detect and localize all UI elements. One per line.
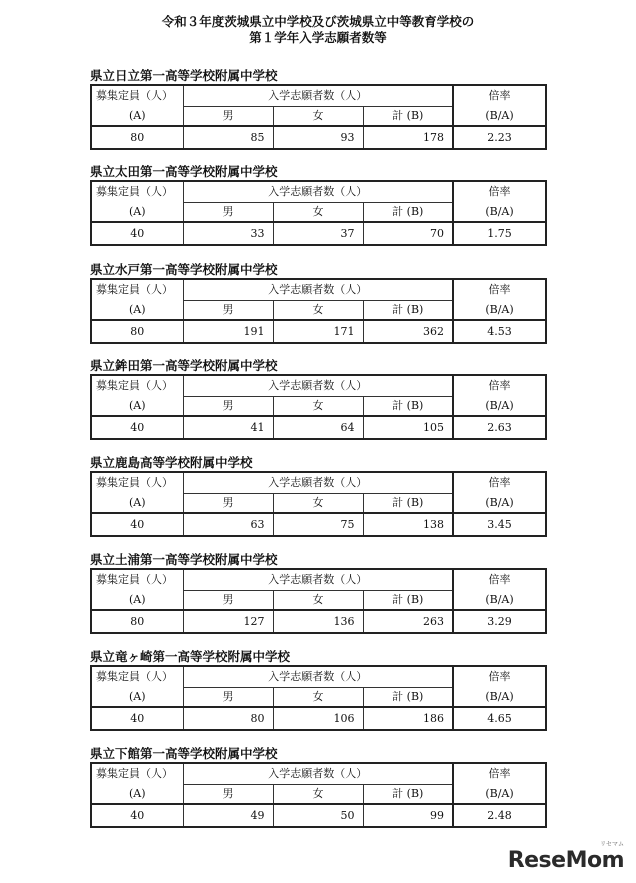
- capacity-value: 40: [91, 222, 183, 245]
- header-row: [91, 85, 546, 107]
- school-section: [90, 67, 545, 150]
- table-row: [91, 513, 546, 536]
- table-row: [91, 222, 546, 245]
- total-value: 263: [363, 610, 453, 633]
- ratio-header: 倍率: [453, 569, 546, 591]
- total-header: 計 (B): [363, 203, 453, 223]
- ratio-code: (B/A): [453, 397, 546, 417]
- female-value: 93: [273, 126, 363, 149]
- male-value: 49: [183, 804, 273, 827]
- male-value: 80: [183, 707, 273, 730]
- female-value: 136: [273, 610, 363, 633]
- ratio-code: (B/A): [453, 301, 546, 321]
- school-name: 県立竜ヶ崎第一高等学校附属中学校: [90, 649, 291, 664]
- applicant-table: [90, 374, 547, 440]
- school-section: [90, 261, 545, 344]
- male-header: 男: [183, 785, 273, 805]
- logo-text: ReseMom: [507, 848, 624, 873]
- applicant-table: [90, 665, 547, 731]
- ratio-value: 2.63: [453, 416, 546, 439]
- ratio-value: 2.48: [453, 804, 546, 827]
- ratio-code: (B/A): [453, 688, 546, 708]
- ratio-code: (B/A): [453, 107, 546, 127]
- male-header: 男: [183, 494, 273, 514]
- female-header: 女: [273, 494, 363, 514]
- capacity-header: 募集定員（人）: [91, 763, 183, 785]
- female-header: 女: [273, 203, 363, 223]
- total-header: 計 (B): [363, 785, 453, 805]
- capacity-header: 募集定員（人）: [91, 569, 183, 591]
- subheader-row: [91, 203, 546, 223]
- school-name: 県立下館第一高等学校附属中学校: [90, 746, 278, 761]
- table-row: [91, 804, 546, 827]
- female-header: 女: [273, 397, 363, 417]
- subheader-row: [91, 688, 546, 708]
- female-value: 171: [273, 320, 363, 343]
- ratio-header: 倍率: [453, 279, 546, 301]
- subheader-row: [91, 494, 546, 514]
- capacity-value: 40: [91, 416, 183, 439]
- school-section: [90, 454, 545, 537]
- capacity-header: 募集定員（人）: [91, 181, 183, 203]
- applicant-table: [90, 471, 547, 537]
- total-header: 計 (B): [363, 591, 453, 611]
- capacity-code: (A): [91, 397, 183, 417]
- female-value: 37: [273, 222, 363, 245]
- female-header: 女: [273, 591, 363, 611]
- female-header: 女: [273, 107, 363, 127]
- school-name: 県立鹿島高等学校附属中学校: [90, 455, 253, 470]
- total-value: 178: [363, 126, 453, 149]
- subheader-row: [91, 107, 546, 127]
- female-value: 50: [273, 804, 363, 827]
- male-value: 191: [183, 320, 273, 343]
- total-value: 186: [363, 707, 453, 730]
- header-row: [91, 472, 546, 494]
- applicants-header: 入学志願者数（人）: [183, 763, 453, 785]
- capacity-value: 40: [91, 513, 183, 536]
- male-value: 33: [183, 222, 273, 245]
- ratio-header: 倍率: [453, 666, 546, 688]
- table-row: [91, 610, 546, 633]
- female-header: 女: [273, 301, 363, 321]
- capacity-code: (A): [91, 203, 183, 223]
- title-line-2: 第１学年入学志願者数等: [249, 30, 387, 45]
- male-header: 男: [183, 591, 273, 611]
- total-header: 計 (B): [363, 494, 453, 514]
- total-header: 計 (B): [363, 688, 453, 708]
- ratio-value: 2.23: [453, 126, 546, 149]
- total-header: 計 (B): [363, 301, 453, 321]
- male-header: 男: [183, 107, 273, 127]
- total-value: 70: [363, 222, 453, 245]
- applicants-header: 入学志願者数（人）: [183, 472, 453, 494]
- total-value: 99: [363, 804, 453, 827]
- total-value: 362: [363, 320, 453, 343]
- female-value: 75: [273, 513, 363, 536]
- capacity-header: 募集定員（人）: [91, 472, 183, 494]
- applicant-table: [90, 278, 547, 344]
- total-value: 105: [363, 416, 453, 439]
- ratio-value: 4.65: [453, 707, 546, 730]
- capacity-code: (A): [91, 688, 183, 708]
- ratio-header: 倍率: [453, 375, 546, 397]
- school-section: [90, 357, 545, 440]
- applicants-header: 入学志願者数（人）: [183, 279, 453, 301]
- female-value: 64: [273, 416, 363, 439]
- female-value: 106: [273, 707, 363, 730]
- ratio-value: 1.75: [453, 222, 546, 245]
- capacity-code: (A): [91, 494, 183, 514]
- ratio-header: 倍率: [453, 181, 546, 203]
- male-header: 男: [183, 397, 273, 417]
- applicants-header: 入学志願者数（人）: [183, 666, 453, 688]
- header-row: [91, 375, 546, 397]
- female-header: 女: [273, 688, 363, 708]
- ratio-value: 4.53: [453, 320, 546, 343]
- female-header: 女: [273, 785, 363, 805]
- header-row: [91, 181, 546, 203]
- ratio-code: (B/A): [453, 494, 546, 514]
- applicant-table: [90, 762, 547, 828]
- school-section: [90, 551, 545, 634]
- subheader-row: [91, 785, 546, 805]
- title-line-1: 令和３年度茨城県立中学校及び茨城県立中等教育学校の: [161, 14, 475, 29]
- school-name: 県立日立第一高等学校附属中学校: [90, 68, 278, 83]
- applicants-header: 入学志願者数（人）: [183, 85, 453, 107]
- header-row: [91, 763, 546, 785]
- capacity-value: 80: [91, 320, 183, 343]
- applicants-header: 入学志願者数（人）: [183, 375, 453, 397]
- ratio-code: (B/A): [453, 203, 546, 223]
- applicants-header: 入学志願者数（人）: [183, 569, 453, 591]
- ratio-header: 倍率: [453, 763, 546, 785]
- capacity-code: (A): [91, 785, 183, 805]
- applicant-table: [90, 180, 547, 246]
- school-name: 県立鉾田第一高等学校附属中学校: [90, 358, 278, 373]
- total-header: 計 (B): [363, 397, 453, 417]
- applicant-table: [90, 568, 547, 634]
- document-title: [0, 14, 636, 46]
- capacity-header: 募集定員（人）: [91, 85, 183, 107]
- school-section: [90, 745, 545, 828]
- capacity-value: 40: [91, 804, 183, 827]
- total-header: 計 (B): [363, 107, 453, 127]
- ratio-code: (B/A): [453, 591, 546, 611]
- subheader-row: [91, 397, 546, 417]
- capacity-value: 80: [91, 126, 183, 149]
- school-name: 県立土浦第一高等学校附属中学校: [90, 552, 278, 567]
- school-section: [90, 163, 545, 246]
- male-header: 男: [183, 688, 273, 708]
- school-name: 県立太田第一高等学校附属中学校: [90, 164, 278, 179]
- male-value: 41: [183, 416, 273, 439]
- ratio-code: (B/A): [453, 785, 546, 805]
- male-header: 男: [183, 203, 273, 223]
- table-row: [91, 707, 546, 730]
- male-header: 男: [183, 301, 273, 321]
- table-row: [91, 126, 546, 149]
- capacity-value: 80: [91, 610, 183, 633]
- capacity-value: 40: [91, 707, 183, 730]
- capacity-code: (A): [91, 301, 183, 321]
- subheader-row: [91, 301, 546, 321]
- header-row: [91, 666, 546, 688]
- male-value: 85: [183, 126, 273, 149]
- ratio-value: 3.45: [453, 513, 546, 536]
- table-row: [91, 416, 546, 439]
- resemom-logo: [507, 841, 624, 873]
- capacity-header: 募集定員（人）: [91, 666, 183, 688]
- school-section: [90, 648, 545, 731]
- applicants-header: 入学志願者数（人）: [183, 181, 453, 203]
- capacity-code: (A): [91, 591, 183, 611]
- capacity-header: 募集定員（人）: [91, 375, 183, 397]
- total-value: 138: [363, 513, 453, 536]
- capacity-code: (A): [91, 107, 183, 127]
- header-row: [91, 569, 546, 591]
- ratio-header: 倍率: [453, 85, 546, 107]
- table-row: [91, 320, 546, 343]
- male-value: 63: [183, 513, 273, 536]
- subheader-row: [91, 591, 546, 611]
- applicant-table: [90, 84, 547, 150]
- male-value: 127: [183, 610, 273, 633]
- ratio-value: 3.29: [453, 610, 546, 633]
- capacity-header: 募集定員（人）: [91, 279, 183, 301]
- school-name: 県立水戸第一高等学校附属中学校: [90, 262, 278, 277]
- ratio-header: 倍率: [453, 472, 546, 494]
- header-row: [91, 279, 546, 301]
- logo-small-text: リセマム: [600, 841, 624, 848]
